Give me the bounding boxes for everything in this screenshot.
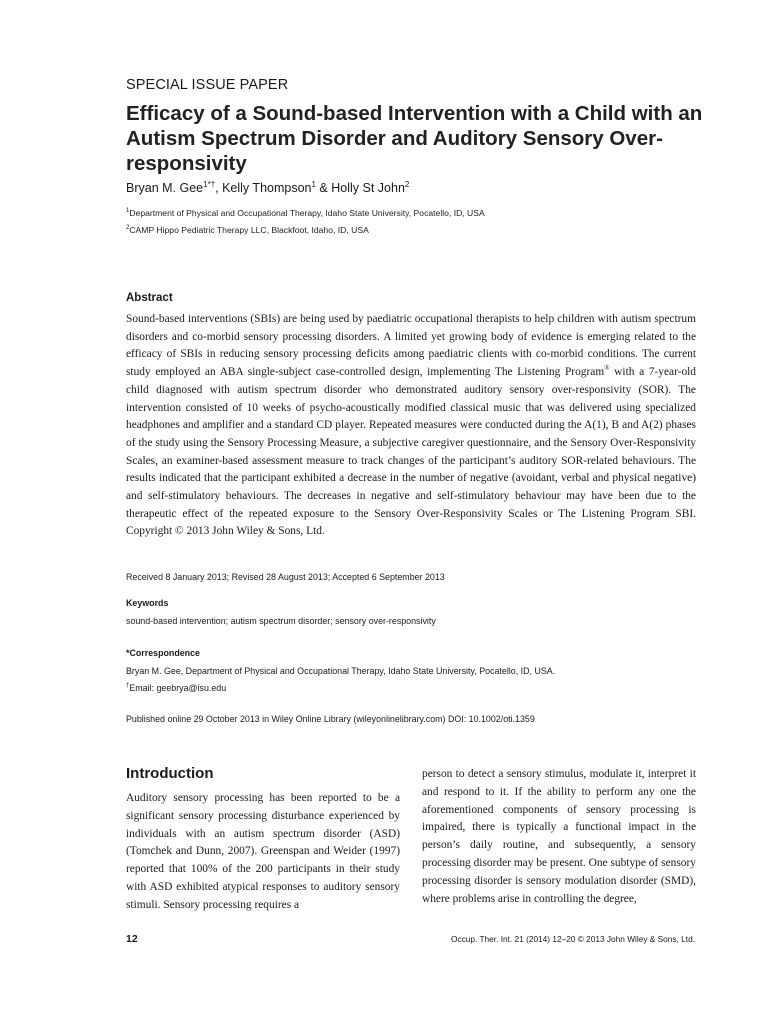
body-column-right: person to detect a sensory stimulus, modulate it, interpret it and respond to it. If the ability to perform any one the aforementioned components of sensory processing is impaired, there is typically a functional impact in the person’s daily routine, and subsequently, a sensory processing disorder may be present. One subtype of sensory processing disorder is sensory modulation disorder (SMD), where problems arise in controlling the degree, [422, 768, 696, 905]
author-affiliation-mark: 1 [311, 180, 316, 189]
affiliation [126, 225, 369, 235]
correspondence-address: Bryan M. Gee, Department of Physical and Occupational Therapy, Idaho State University, Pocatello, ID, USA. [126, 666, 556, 676]
author-affiliation-mark: 1*† [203, 180, 216, 189]
author-separator: , [215, 181, 223, 196]
author-affiliation-mark: 2 [404, 180, 410, 189]
correspondence-email [126, 683, 226, 693]
registered-mark: ® [604, 364, 610, 373]
keywords-list: sound-based intervention; autism spectrum disorder; sensory over-responsivity [126, 616, 436, 626]
author-name: Kelly Thompson [222, 181, 312, 196]
correspondence-heading: *Correspondence [126, 648, 200, 658]
journal-citation: Occup. Ther. Int. 21 (2014) 12–20 © 2013 John Wiley & Sons, Ltd. [451, 934, 695, 944]
abstract-text: Sound-based interventions (SBIs) are being used by paediatric occupational therapists to help children with autism spectrum disorders and co-morbid sensory processing disorders. A limited yet growing body of evidence is emerging related to the efficacy of SBIs in reducing sensory processing deficits among paediatric clients with co-morbid conditions. The current study employed an ABA single-subject case-controlled design, implementing The Listening Program [126, 313, 696, 379]
article-title: Efficacy of a Sound-based Intervention with a Child with an Autism Spectrum Disorder and Auditory Sensory Over-responsivity [126, 102, 703, 175]
author-name: Bryan M. Gee [126, 181, 204, 196]
keywords-heading: Keywords [126, 598, 169, 608]
issue-label: SPECIAL ISSUE PAPER [126, 77, 289, 93]
email-mark: † [126, 683, 130, 690]
abstract-body [126, 311, 696, 541]
body-column-left: Auditory sensory processing has been reported to be a significant sensory processing disturbance experienced by individuals with an autism spectrum disorder (ASD) (Tomchek and Dunn, 2007). Greenspan and Weider (1997) reported that 100% of the 200 participants in their study with ASD exhibited atypical responses to auditory sensory stimuli. Sensory processing requires a [126, 792, 400, 911]
publication-info: Published online 29 October 2013 in Wiley Online Library (wileyonlinelibrary.com) DOI: 10.1002/oti.1359 [126, 714, 535, 724]
affiliation [126, 208, 485, 218]
affiliation-text: CAMP Hippo Pediatric Therapy LLC, Blackfoot, Idaho, ID, USA [129, 225, 369, 235]
author-list [126, 180, 409, 195]
introduction-heading: Introduction [126, 765, 214, 782]
affiliation-text: Department of Physical and Occupational Therapy, Idaho State University, Pocatello, ID, USA [129, 208, 485, 218]
affiliation-number: 2 [126, 225, 130, 232]
author-separator: & [315, 181, 332, 196]
page-number: 12 [126, 933, 138, 945]
affiliation-number: 1 [126, 208, 130, 215]
email-text: Email: geebrya@isu.edu [129, 683, 227, 693]
author-name: Holly St John [331, 181, 405, 196]
abstract-text: with a 7-year-old child diagnosed with autism spectrum disorder who demonstrated auditory sensory over-responsivity (SOR). The intervention consisted of 10 weeks of psycho-acoustically modified classical music that was delivered using specialized headphones and amplifier and a standard CD player. Repeated measures were conducted during the A(1), B and A(2) phases of the study using the Sensory Processing Measure, a subjective caregiver questionnaire, and the Sensory Over-Responsivity Scales, an examiner-based assessment measure to track changes of the participant’s auditory SOR-related behaviours. The results indicated that the participant exhibited a decrease in the number of negative (avoidant, verbal and physical negative) and self-stimulatory behaviours. The decreases in negative and self-stimulatory behaviour may have been due to the therapeutic effect of the repeated exposure to the Sensory Over-Responsivity Scales or The Listening Program SBI. Copyright © 2013 John Wiley & Sons, Ltd. [126, 366, 697, 538]
abstract-heading: Abstract [126, 292, 173, 304]
article-dates: Received 8 January 2013; Revised 28 August 2013; Accepted 6 September 2013 [126, 572, 445, 582]
